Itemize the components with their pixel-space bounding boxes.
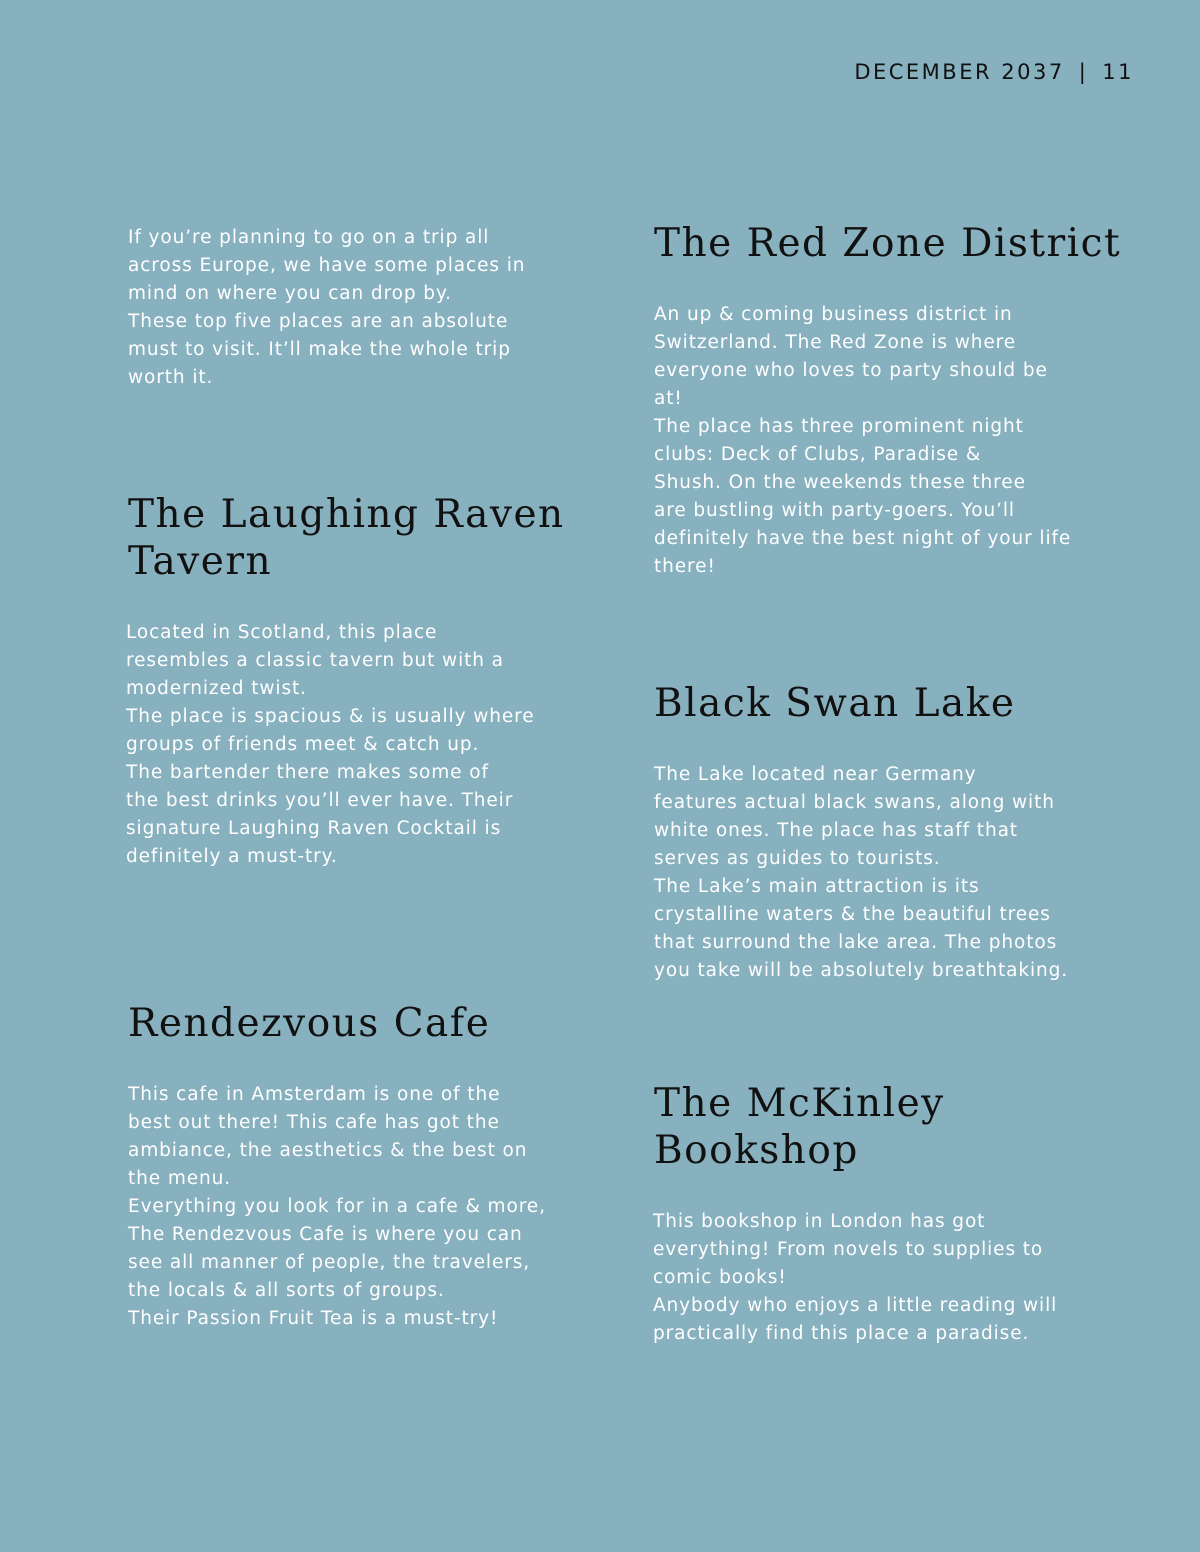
place-mckinley-bookshop (654, 1080, 1144, 1348)
intro-line: must to visit. It’ll make the whole trip (128, 339, 511, 360)
page-number: 11 (1102, 60, 1134, 84)
intro-section (128, 224, 598, 392)
place-description: This cafe in Amsterdam is one of the best out there! This cafe has got the ambiance, the aesthetics & the best on the menu. Everything you look for in a cafe & more, The Rendezvous Cafe is where you can see all manner of people, the travelers, the locals & all sorts of groups. Their Passion Fruit Tea is a must-try! (128, 1084, 546, 1329)
place-description: This bookshop in London has got everything! From novels to supplies to comic books! Anybody who enjoys a little reading will practically find this place a paradise. (653, 1211, 1058, 1344)
place-black-swan-lake (654, 680, 1144, 985)
header-separator: | (1078, 60, 1089, 84)
intro-line: across Europe, we have some places in (128, 255, 526, 276)
intro-line: If you’re planning to go on a trip all (128, 227, 490, 248)
page-header (854, 60, 1134, 84)
place-title: The Red Zone District (654, 221, 1122, 266)
place-rendezvous-cafe (128, 1000, 608, 1333)
intro-line: worth it. (128, 367, 214, 388)
place-title: The Laughing Raven Tavern (128, 492, 565, 584)
place-description: The Lake located near Germany features actual black swans, along with white ones. The place has staff that serves as guides to tourists. The Lake’s main attraction is its crystalline waters & the beautiful trees that surround the lake area. The photos you take will be absolutely breathtaking. (654, 764, 1069, 981)
place-laughing-raven-tavern (128, 491, 608, 871)
place-description: An up & coming business district in Switzerland. The Red Zone is where everyone who loves to party should be at! The place has three prominent night clubs: Deck of Clubs, Paradise & Shush. On the weekends these three are bustling with party-goers. You’ll definitely have the best night of your life there! (654, 304, 1072, 577)
place-title: Rendezvous Cafe (128, 1001, 491, 1046)
place-red-zone-district (654, 220, 1144, 581)
intro-paragraph (128, 224, 598, 392)
intro-line: mind on where you can drop by. (128, 283, 452, 304)
intro-line: These top five places are an absolute (128, 311, 509, 332)
place-description: Located in Scotland, this place resembles a classic tavern but with a modernized twist. The place is spacious & is usually where groups of friends meet & catch up. The bartender there makes some of the best drinks you’ll ever have. Their signature Laughing Raven Cocktail is definitely a must-try. (126, 622, 535, 867)
place-title: The McKinley Bookshop (654, 1081, 945, 1173)
issue-date: DECEMBER 2037 (854, 60, 1065, 84)
place-title: Black Swan Lake (654, 681, 1016, 726)
